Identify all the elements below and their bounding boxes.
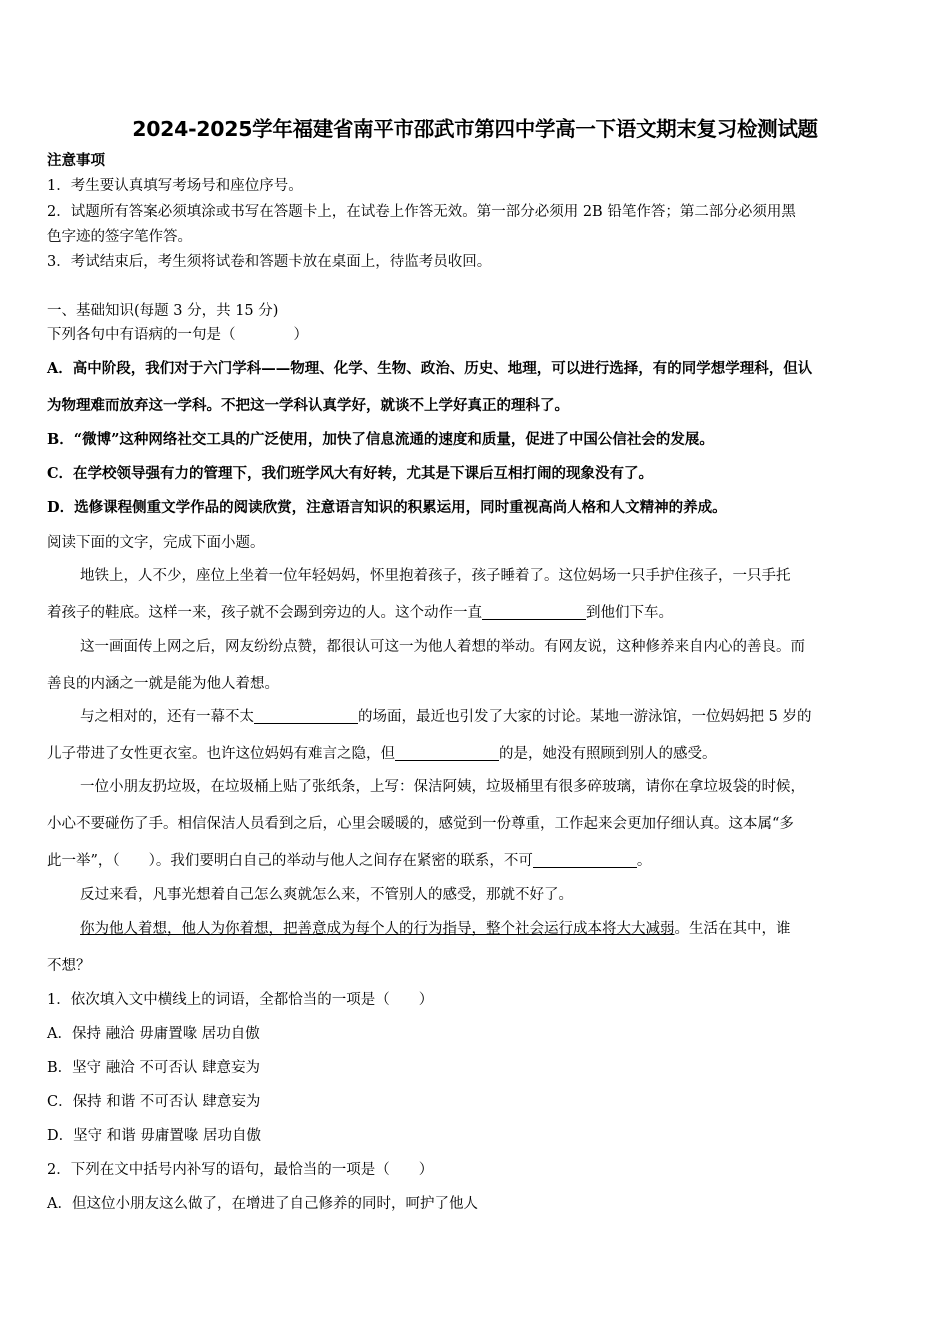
notice-item-2: 2．试题所有答案必须填涂或书写在答题卡上，在试卷上作答无效。第一部分必须用 2B 铅笔作答；第二部分必须用黑 [47,204,796,220]
q1-stem: 1．依次填入文中横线上的词语，全都恰当的一项是（ ） [47,992,434,1008]
fill-blank-1[interactable] [482,604,586,620]
passage-text: 。生活在其中，谁 [674,921,791,937]
passage-text: 此一举”，（ ）。我们要明白自己的举动与他人之间存在紧密的联系，不可 [47,853,533,869]
passage-p6-line1 [80,919,791,939]
passage-p4-line3 [47,851,651,871]
notice-item-3: 3．考试结束后，考生须将试卷和答题卡放在桌面上，待监考员收回。 [47,254,492,270]
q2-stem: 2．下列在文中括号内补写的语句，最恰当的一项是（ ） [47,1162,434,1178]
passage-text: 与之相对的，还有一幕不太 [80,709,254,725]
passage-text: 的是，她没有照顾到别人的感受。 [499,746,717,762]
passage-p2-line2: 善良的内涵之一就是能为他人着想。 [47,676,279,692]
q1-option-b: B．坚守 融洽 不可否认 肆意妄为 [47,1060,260,1076]
passage-p2-line1: 这一画面传上网之后，网友纷纷点赞，都很认可这一为他人着想的举动。有网友说，这种修养来自内心的善良。而 [80,639,805,655]
passage-p4-line1: 一位小朋友扔垃圾，在垃圾桶上贴了张纸条，上写：保洁阿姨，垃圾桶里有很多碎玻璃，请你在拿垃圾袋的时候， [80,779,805,795]
q2-option-a: A．但这位小朋友这么做了，在增进了自己修养的同时，呵护了他人 [47,1196,478,1212]
passage-p6-line2: 不想？ [47,958,91,974]
section1-heading: 一、基础知识(每题 3 分，共 15 分) [47,303,279,319]
passage-text: 的场面，最近也引发了大家的讨论。某地一游泳馆，一位妈妈把 5 岁的 [358,709,812,725]
option-a-line1: A．高中阶段，我们对于六门学科——物理、化学、生物、政治、历史、地理，可以进行选择，有的同学想学理科，但认 [47,360,813,377]
notice-item-2-cont: 色字迹的签字笔作答。 [47,229,192,245]
q1-option-c: C．保持 和谐 不可否认 肆意妄为 [47,1094,261,1110]
fill-blank-2[interactable] [254,708,358,724]
passage-text: 。 [636,853,652,869]
notice-item-1: 1．考生要认真填写考场号和座位序号。 [47,178,303,194]
notice-heading: 注意事项 [47,152,105,169]
q1-option-d: D．坚守 和谐 毋庸置喙 居功自傲 [47,1128,261,1144]
section1-question: 下列各句中有语病的一句是（ ） [47,327,308,343]
option-c: C．在学校领导强有力的管理下，我们班学风大有好转，尤其是下课后互相打闹的现象没有了。 [47,465,654,482]
option-a-line2: 为物理难而放弃这一学科。不把这一学科认真学好，就谈不上学好真正的理科了。 [47,397,569,414]
q1-option-a: A．保持 融洽 毋庸置喙 居功自傲 [47,1026,260,1042]
option-b: B．“微博”这种网络社交工具的广泛使用，加快了信息流通的速度和质量，促进了中国公信社会的发展。 [47,431,714,448]
passage-text: 到他们下车。 [586,605,673,621]
underlined-sentence: 你为他人着想，他人为你着想，把善意成为每个人的行为指导，整个社会运行成本将大大减弱 [80,921,675,937]
page-title: 2024-2025学年福建省南平市邵武市第四中学高一下语文期末复习检测试题 [132,117,818,141]
passage-p5: 反过来看，凡事光想着自己怎么爽就怎么来，不管别人的感受，那就不好了。 [80,887,573,903]
passage-p3-line2 [47,744,717,764]
passage-p1-line1: 地铁上，人不少，座位上坐着一位年轻妈妈，怀里抱着孩子，孩子睡着了。这位妈场一只手护住孩子，一只手托 [80,568,791,584]
passage-text: 着孩子的鞋底。这样一来，孩子就不会踢到旁边的人。这个动作一直 [47,605,482,621]
passage-p3-line1 [80,707,811,727]
passage-p1-line2 [47,603,673,623]
fill-blank-3[interactable] [395,745,499,761]
reading-intro: 阅读下面的文字，完成下面小题。 [47,535,265,551]
passage-text: 儿子带进了女性更衣室。也许这位妈妈有难言之隐，但 [47,746,395,762]
passage-p4-line2: 小心不要碰伤了手。相信保洁人员看到之后，心里会暖暖的，感觉到一份尊重，工作起来会更加仔细认真。这本属“多 [47,816,794,832]
option-d: D．选修课程侧重文学作品的阅读欣赏，注意语言知识的积累运用，同时重视高尚人格和人文精神的养成。 [47,499,727,516]
fill-blank-4[interactable] [533,852,637,868]
